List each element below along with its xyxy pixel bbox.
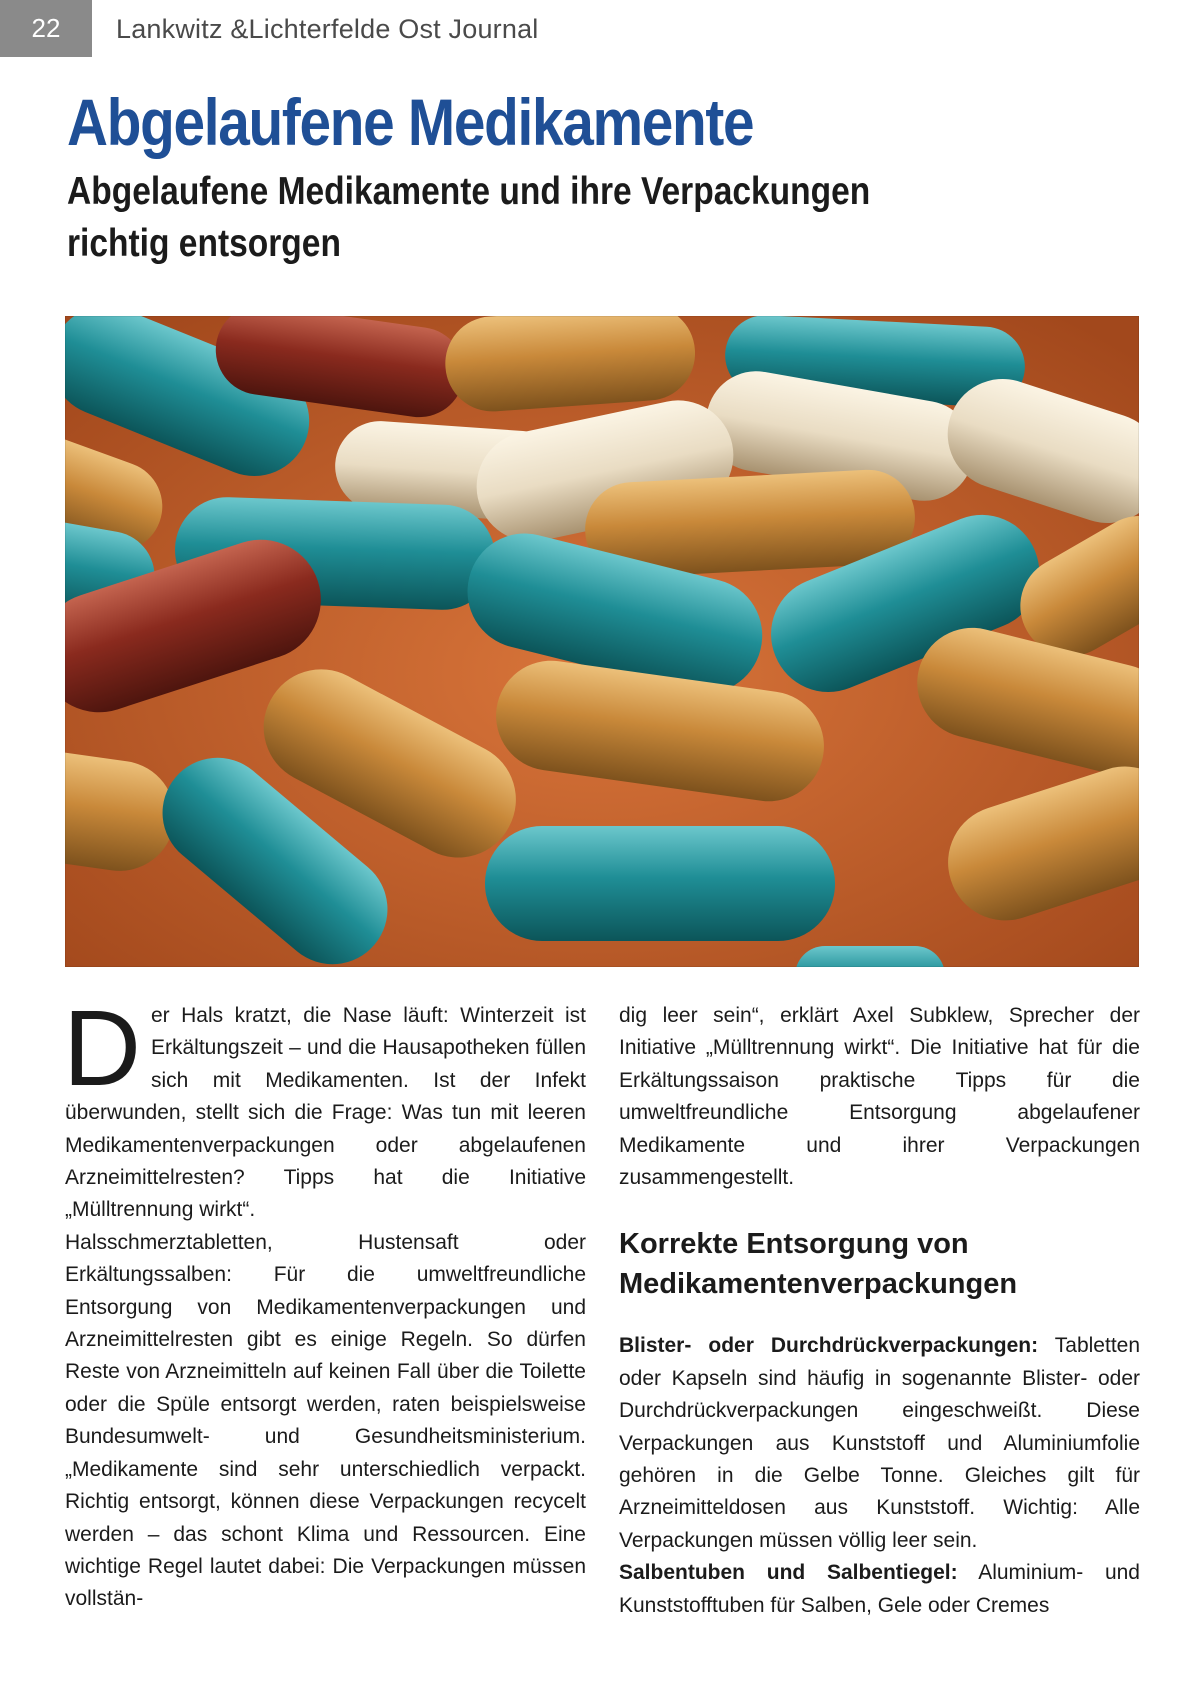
salben-lead: Salbentuben und Salbentiegel: [619,1561,958,1585]
capsule-teal [795,946,945,967]
article-subtitle: Abgelaufene Medikamente und ihre Verpackungen richtig entsorgen [67,170,871,265]
blister-lead: Blister- oder Durchdrückverpackungen: [619,1334,1039,1358]
intro-paragraph [63,987,586,1227]
salben-paragraph [619,1557,1140,1622]
intro-text: er Hals kratzt, die Nase läuft: Winterzeit ist Erkältungszeit – und die Hausapotheken füllen sich mit Medikamenten. Ist der Infekt überwunden, stellt sich die Frage: Was tun mit leeren Medikamentenverpackungen oder abgelaufenen Arzneimittelresten? Tipps hat die Initiative „Mülltrennung wirkt“. [65,1004,586,1222]
page-number: 22 [0,0,92,57]
blister-paragraph [619,1330,1140,1557]
dropcap: D [63,987,141,1108]
journal-title: Lankwitz &Lichterfelde Ost Journal [116,14,539,44]
right-column [619,1000,1140,1622]
capsule-teal [485,826,835,941]
salben-text: Aluminium- und Kunststofftuben für Salben, Gele oder Cremes [619,1561,1140,1617]
continuation-paragraph: dig leer sein“, erklärt Axel Subklew, Sprecher der Initiative „Mülltrennung wirkt“. Die Initiative hat für die Erkältungssaison praktische Tipps für die umweltfreundliche Entsorgung abgelaufener Medikamente und ihrer Verpackungen zusammengestellt. [619,1004,1140,1190]
left-column [63,987,586,1616]
body-paragraph: Halsschmerztabletten, Hustensaft oder Erkältungssalben: Für die umweltfreundliche Entsorgung von Medikamentenverpackungen und Arzneimittelresten gibt es einige Regeln. So dürfen Reste von Arzneimitteln auf keinen Fall über die Toilette oder die Spüle entsorgt werden, raten beispielsweise Bundesumwelt- und Gesundheitsministerium. „Medikamente sind sehr unterschiedlich verpackt. Richtig entsorgt, können diese Verpackungen recycelt werden – das schont Klima und Ressourcen. Eine wichtige Regel lautet dabei: Die Verpackungen müssen vollstän- [65,1230,586,1611]
blister-text: Tabletten oder Kapseln sind häufig in sogenannte Blister- oder Durchdrückverpackungen eingeschweißt. Diese Verpackungen aus Kunststoff und Aluminiumfolie gehören in die Gelbe Tonne. Gleiches gilt für Arzneimitteldosen aus Kunststoff. Wichtig: Alle Verpackungen müssen völlig leer sein. [619,1334,1141,1552]
capsules-illustration [65,316,1139,967]
section-heading: Korrekte Entsorgung von Medikamentenverpackungen [619,1228,1018,1301]
capsules-photo [65,316,1139,967]
article-title: Abgelaufene Medikamente [67,85,754,159]
